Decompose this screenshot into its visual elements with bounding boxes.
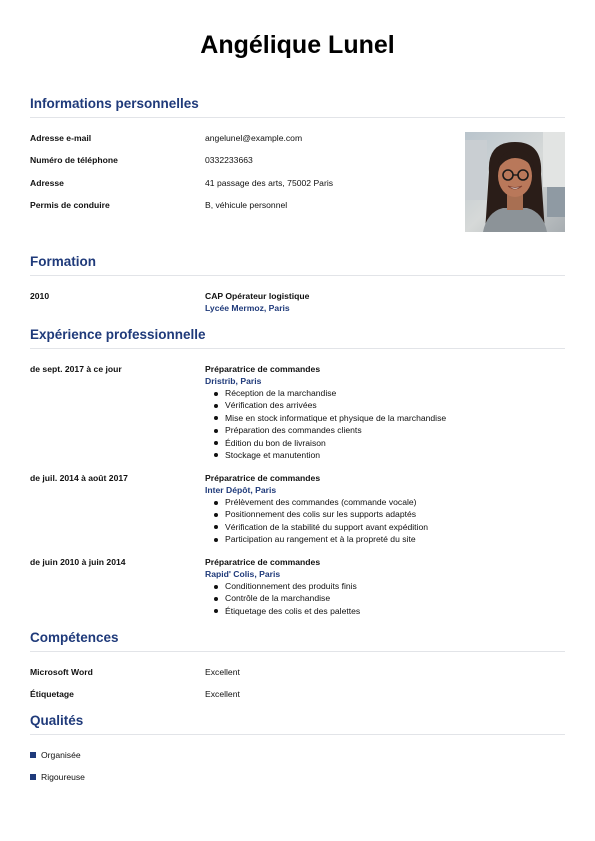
section-title-qualities: Qualités	[30, 713, 84, 728]
square-bullet-icon	[30, 774, 36, 780]
skill-level: Excellent	[205, 667, 240, 677]
address-value: 41 passage des arts, 75002 Paris	[205, 178, 334, 188]
job-period: de juin 2010 à juin 2014	[30, 557, 126, 567]
skill-level: Excellent	[205, 689, 240, 699]
list-item: Conditionnement des produits finis	[205, 580, 360, 592]
job-period: de juil. 2014 à août 2017	[30, 473, 128, 483]
section-title-personal: Informations personnelles	[30, 96, 199, 111]
job-role: Préparatrice de commandes	[205, 364, 321, 374]
job-period: de sept. 2017 à ce jour	[30, 364, 122, 374]
list-item: Vérification des arrivées	[205, 399, 446, 411]
list-item: Étiquetage des colis et des palettes	[205, 605, 360, 617]
job-task-list	[205, 496, 428, 546]
section-title-experience: Expérience professionnelle	[30, 327, 206, 342]
job-role: Préparatrice de commandes	[205, 557, 321, 567]
section-divider	[30, 651, 565, 652]
job-company: Dristrib, Paris	[205, 376, 262, 386]
phone-label: Numéro de téléphone	[30, 155, 118, 165]
list-item: Vérification de la stabilité du support avant expédition	[205, 521, 428, 533]
quality-item	[30, 750, 81, 760]
education-degree: CAP Opérateur logistique	[205, 291, 310, 301]
section-title-education: Formation	[30, 254, 96, 269]
license-value: B, véhicule personnel	[205, 200, 288, 210]
job-role: Préparatrice de commandes	[205, 473, 321, 483]
list-item: Prélèvement des commandes (commande vocale)	[205, 496, 428, 508]
job-company: Rapid' Colis, Paris	[205, 569, 281, 579]
email-value: angelunel@example.com	[205, 133, 303, 143]
list-item: Réception de la marchandise	[205, 387, 446, 399]
email-label: Adresse e-mail	[30, 133, 92, 143]
list-item: Édition du bon de livraison	[205, 437, 446, 449]
section-divider	[30, 117, 565, 118]
list-item: Positionnement des colis sur les supports adaptés	[205, 508, 428, 520]
candidate-name: Angélique Lunel	[200, 31, 395, 59]
license-label: Permis de conduire	[30, 200, 110, 210]
section-divider	[30, 275, 565, 276]
job-task-list	[205, 580, 360, 617]
quality-label: Organisée	[41, 750, 81, 760]
quality-label: Rigoureuse	[41, 772, 85, 782]
list-item: Contrôle de la marchandise	[205, 592, 360, 604]
education-year: 2010	[30, 291, 50, 301]
education-school: Lycée Mermoz, Paris	[205, 303, 290, 313]
section-title-skills: Compétences	[30, 630, 119, 645]
skill-name: Étiquetage	[30, 689, 74, 699]
job-company: Inter Dépôt, Paris	[205, 485, 277, 495]
address-label: Adresse	[30, 178, 64, 188]
list-item: Participation au rangement et à la propreté du site	[205, 533, 428, 545]
skill-name: Microsoft Word	[30, 667, 93, 677]
list-item: Mise en stock informatique et physique de la marchandise	[205, 412, 446, 424]
portrait-image	[465, 132, 565, 232]
profile-photo	[465, 132, 565, 232]
phone-value: 0332233663	[205, 155, 253, 165]
quality-item	[30, 772, 85, 782]
list-item: Stockage et manutention	[205, 449, 446, 461]
job-task-list	[205, 387, 446, 461]
list-item: Préparation des commandes clients	[205, 424, 446, 436]
square-bullet-icon	[30, 752, 36, 758]
section-divider	[30, 348, 565, 349]
section-divider	[30, 734, 565, 735]
